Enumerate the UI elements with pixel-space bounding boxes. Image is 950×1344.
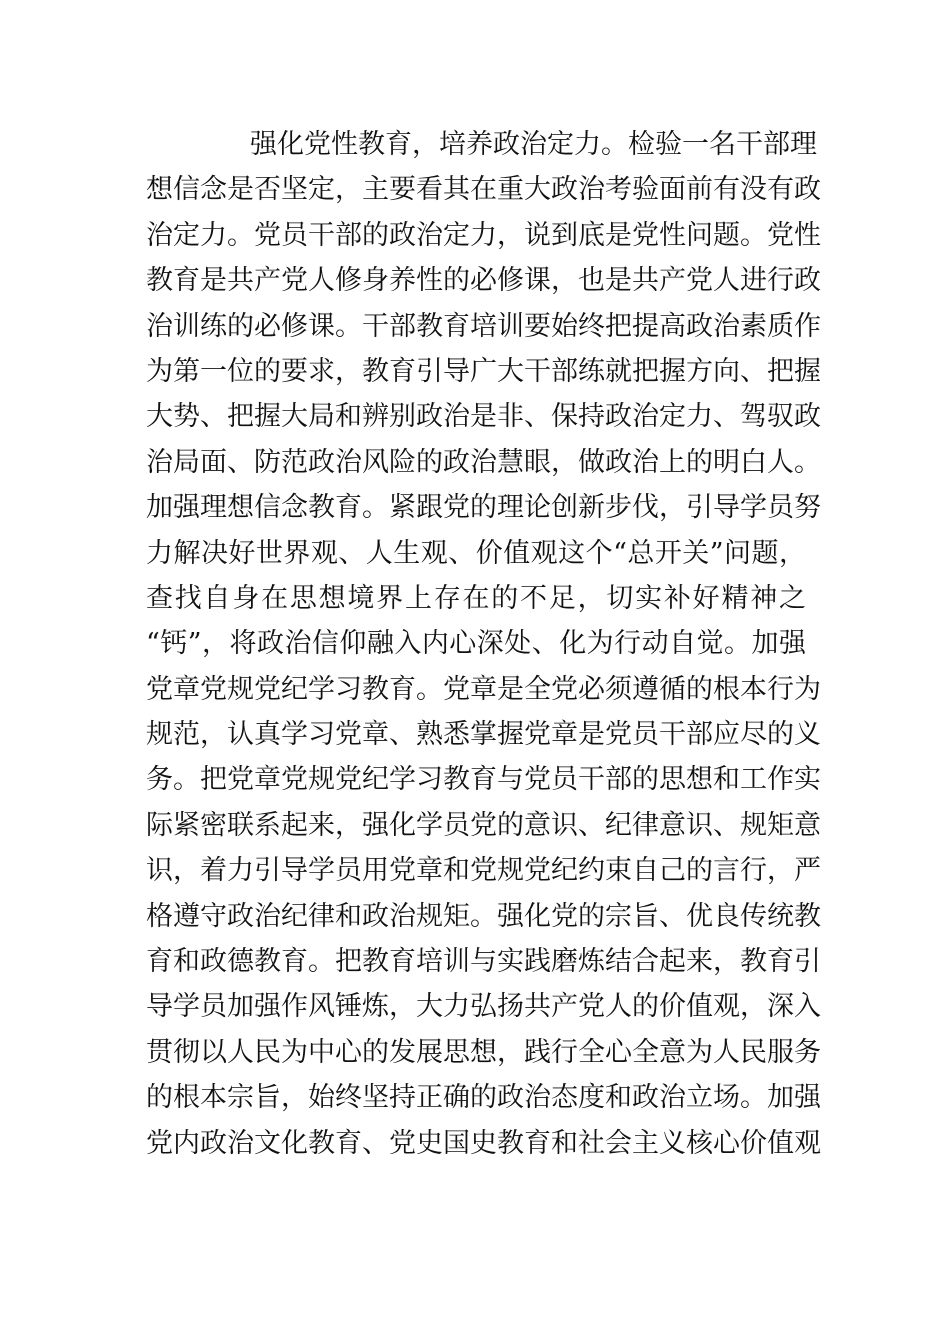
text-line: 党章党规党纪学习教育。党章是全党必须遵循的根本行为 xyxy=(146,673,821,705)
text-line: 识，着力引导学员用党章和党规党纪约束自己的言行，严 xyxy=(146,855,821,887)
text-line: 育和政德教育。把教育培训与实践磨炼结合起来，教育引 xyxy=(146,946,821,978)
text-line: 治定力。党员干部的政治定力，说到底是党性问题。党性 xyxy=(146,219,821,251)
text-line: 想信念是否坚定，主要看其在重大政治考验面前有没有政 xyxy=(146,174,821,206)
text-line: “钙”，将政治信仰融入内心深处、化为行动自觉。加强 xyxy=(146,628,806,660)
text-line: 为第一位的要求，教育引导广大干部练就把握方向、把握 xyxy=(146,355,821,387)
text-line: 查找自身在思想境界上存在的不足，切实补好精神之 xyxy=(146,582,806,614)
text-line: 格遵守政治纪律和政治规矩。强化党的宗旨、优良传统教 xyxy=(146,900,821,932)
text-line: 大势、把握大局和辨别政治是非、保持政治定力、驾驭政 xyxy=(146,401,821,433)
text-line: 强化党性教育，培养政治定力。检验一名干部理 xyxy=(250,129,817,160)
text-line: 务。把党章党规党纪学习教育与党员干部的思想和工作实 xyxy=(146,764,821,796)
text-line: 导学员加强作风锤炼，大力弘扬共产党人的价值观，深入 xyxy=(146,991,821,1023)
text-line: 力解决好世界观、人生观、价值观这个“总开关”问题， xyxy=(146,537,806,569)
text-line: 教育是共产党人修身养性的必修课，也是共产党人进行政 xyxy=(146,265,821,297)
text-line: 际紧密联系起来，强化学员党的意识、纪律意识、规矩意 xyxy=(146,809,821,841)
text-line: 党内政治文化教育、党史国史教育和社会主义核心价值观 xyxy=(146,1127,821,1159)
text-line: 治训练的必修课。干部教育培训要始终把提高政治素质作 xyxy=(146,310,821,342)
text-line: 规范，认真学习党章、熟悉掌握党章是党员干部应尽的义 xyxy=(146,719,821,751)
body-paragraph xyxy=(146,122,821,1166)
text-line: 的根本宗旨，始终坚持正确的政治态度和政治立场。加强 xyxy=(146,1082,821,1114)
text-line: 治局面、防范政治风险的政治慧眼，做政治上的明白人。 xyxy=(146,446,821,478)
text-line: 加强理想信念教育。紧跟党的理论创新步伐，引导学员努 xyxy=(146,492,821,524)
text-line: 贯彻以人民为中心的发展思想，践行全心全意为人民服务 xyxy=(146,1036,821,1068)
